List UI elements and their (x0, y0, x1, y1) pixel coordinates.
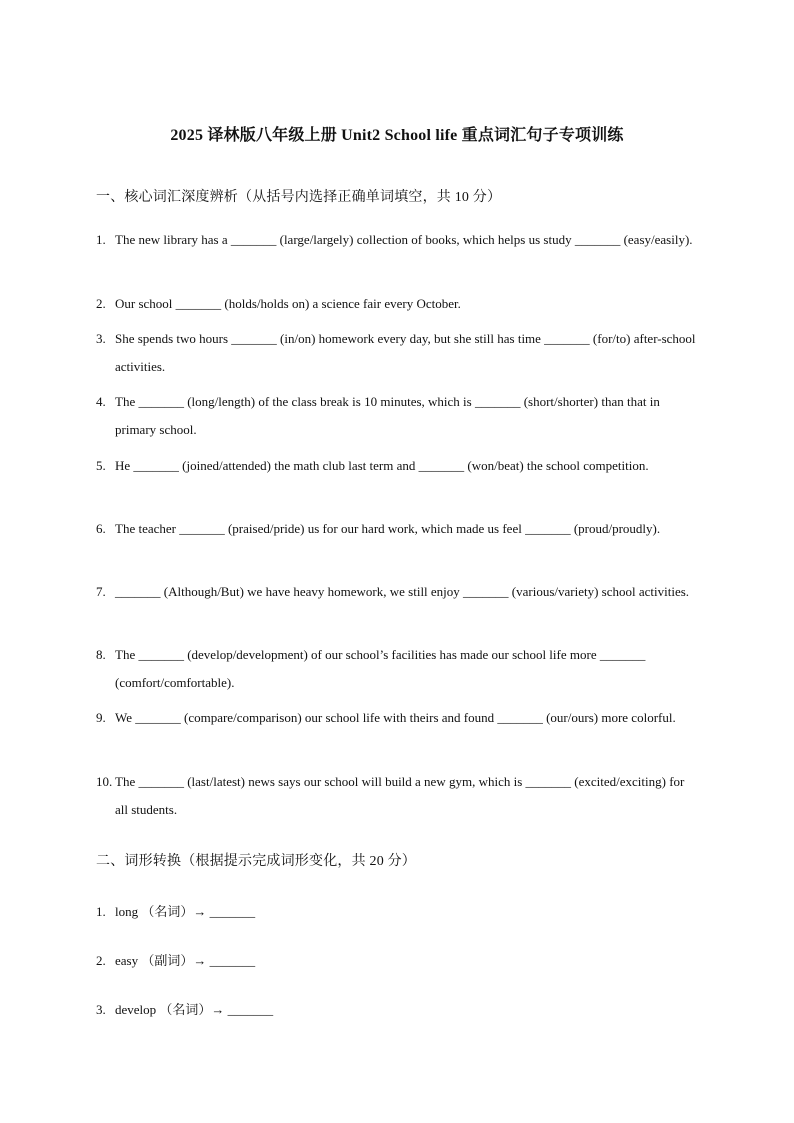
question-text: We _______ (compare/comparison) our school life with theirs and found _______ (our/ours) more colorful. (115, 710, 676, 725)
word-form-item (96, 950, 255, 969)
question-number: 3. (96, 331, 106, 346)
question-number: 4. (96, 394, 106, 409)
question-text: He _______ (joined/attended) the math club last term and _______ (won/beat) the school competition. (115, 458, 649, 473)
section-1-heading: 一、核心词汇深度辨析（从括号内选择正确单词填空，共 10 分） (96, 190, 502, 205)
question-text: The _______ (develop/development) of our school’s facilities has made our school life more _______ (comfort/comfortable). (115, 647, 646, 690)
question-text: develop （名词）→ _______ (115, 1002, 274, 1017)
question-number: 2. (96, 296, 106, 311)
question-number: 1. (96, 904, 106, 919)
question-number: 5. (96, 458, 106, 473)
question-text: The new library has a _______ (large/largely) collection of books, which helps us study _______ (easy/easily). (115, 232, 693, 247)
question-number: 1. (96, 232, 106, 247)
question-item (96, 515, 696, 543)
question-text: She spends two hours _______ (in/on) homework every day, but she still has time _______ (for/to) after-school activities. (115, 331, 696, 374)
question-item (96, 452, 696, 480)
question-item (96, 641, 696, 697)
section-2-heading: 二、词形转换（根据提示完成词形变化，共 20 分） (96, 854, 416, 869)
question-item (96, 578, 696, 606)
question-text: easy （副词）→ _______ (115, 953, 256, 968)
question-text: The teacher _______ (praised/pride) us for our hard work, which made us feel _______ (proud/proudly). (115, 521, 661, 536)
question-number: 3. (96, 1002, 106, 1017)
question-number: 8. (96, 647, 106, 662)
question-item (96, 704, 696, 732)
question-number: 6. (96, 521, 106, 536)
question-text: _______ (Although/But) we have heavy homework, we still enjoy _______ (various/variety) school activities. (115, 584, 690, 599)
question-item (96, 325, 696, 381)
question-number: 9. (96, 710, 106, 725)
word-form-item (96, 901, 255, 920)
question-item (96, 768, 696, 824)
question-number: 7. (96, 584, 106, 599)
question-item (96, 290, 696, 318)
question-text: The _______ (long/length) of the class break is 10 minutes, which is _______ (short/shorter) than that in primary school. (115, 394, 660, 437)
question-text: Our school _______ (holds/holds on) a science fair every October. (115, 296, 461, 311)
question-number: 10. (96, 774, 113, 789)
question-number: 2. (96, 953, 106, 968)
question-item (96, 388, 696, 444)
question-item (96, 226, 696, 254)
word-form-item (96, 999, 273, 1018)
page-title: 2025 译林版八年级上册 Unit2 School life 重点词汇句子专项训练 (170, 127, 624, 144)
question-text: long （名词）→ _______ (115, 904, 256, 919)
question-text: The _______ (last/latest) news says our school will build a new gym, which is _______ (excited/exciting) for all students. (115, 774, 685, 817)
